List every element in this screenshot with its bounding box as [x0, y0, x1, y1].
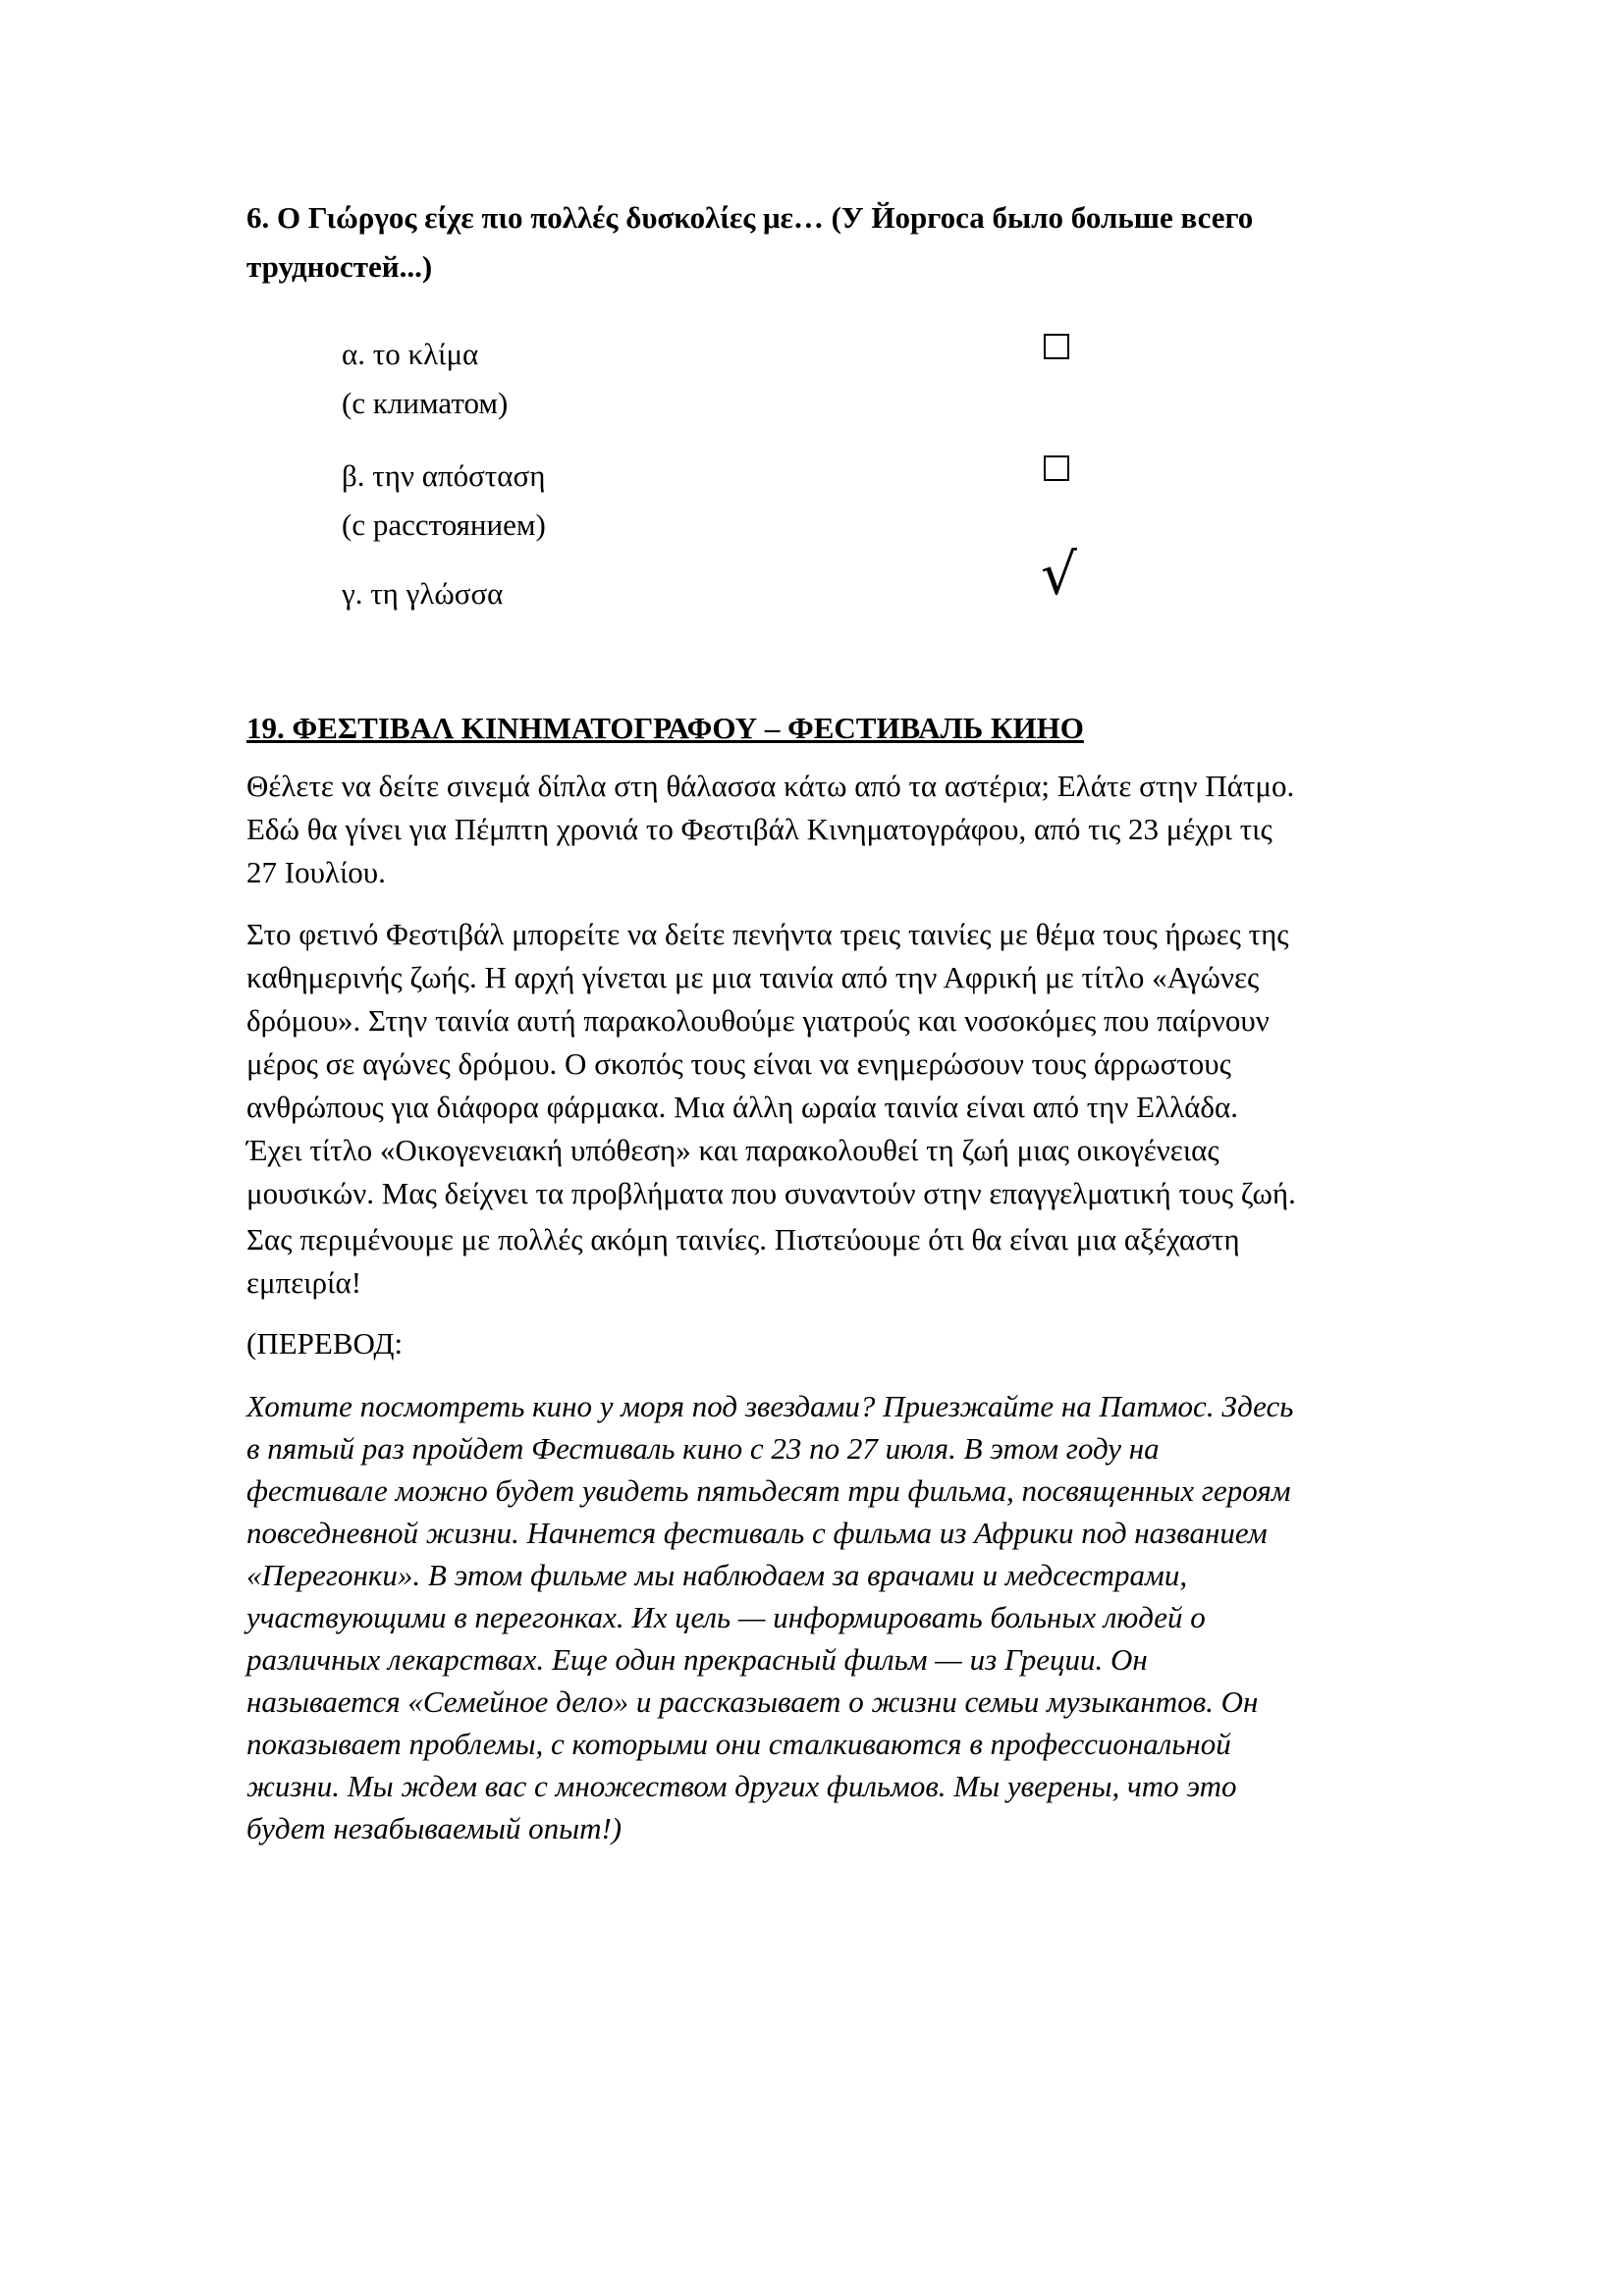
- option-b: [342, 452, 546, 550]
- option-c: [342, 569, 503, 618]
- option-b-label: β. την απόσταση: [342, 458, 546, 493]
- text-line: участвующими в перегонках. Их цель — информировать больных людей о: [246, 1600, 1206, 1634]
- text-line: повседневной жизни. Начнется фестиваль с фильма из Африки под названием: [246, 1516, 1268, 1550]
- text-line: Εδώ θα γίνει για Πέμπτη χρονιά το Φεστιβάλ Κινηματογράφου, από τις 23 μέχρι τις: [246, 812, 1272, 846]
- section-title: 19. ΦΕΣΤΙΒΑΛ ΚΙΝΗΜΑΤΟΓΡΑΦΟΥ – ФЕСТИВАЛЬ КИНО: [246, 711, 1084, 745]
- paragraph-1: [246, 765, 1400, 894]
- text-line: Έχει τίτλο «Οικογενειακή υπόθεση» και παρακολουθεί τη ζωή μιας οικογένειας: [246, 1133, 1219, 1167]
- text-line: показывает проблемы, с которыми они сталкиваются в профессиональной: [246, 1727, 1231, 1761]
- option-b-translation: (с расстоянием): [342, 507, 546, 542]
- question-title-line: 6. Ο Γιώργος είχε πιο πολλές δυσκολίες με… (У Йоргоса было больше всего: [246, 200, 1254, 235]
- text-line: жизни. Мы ждем вас с множеством других фильмов. Мы уверены, что это: [246, 1769, 1237, 1803]
- question-title: [246, 193, 1395, 292]
- text-line: называется «Семейное дело» и рассказывает о жизни семьи музыкантов. Он: [246, 1684, 1259, 1719]
- translation-text: [246, 1385, 1400, 1849]
- text-line: μουσικών. Μας δείχνει τα προβλήματα που συναντούν στην επαγγελματική τους ζωή.: [246, 1176, 1296, 1210]
- text-line: 27 Ιουλίου.: [246, 855, 386, 889]
- option-a-label: α. το κλίμα: [342, 337, 479, 371]
- option-b-checkbox[interactable]: [1044, 455, 1069, 481]
- option-a-checkbox[interactable]: [1044, 334, 1069, 359]
- paragraph-3: [246, 1218, 1400, 1305]
- text-line: в пятый раз пройдет Фестиваль кино с 23 по 27 июля. В этом году на: [246, 1431, 1160, 1466]
- question-title-line: трудностей...): [246, 249, 433, 284]
- option-c-label: γ. τη γλώσσα: [342, 576, 504, 611]
- text-line: различных лекарствах. Еще один прекрасный фильм — из Греции. Он: [246, 1642, 1148, 1677]
- text-line: фестивале можно будет увидеть пятьдесят три фильма, посвященных героям: [246, 1473, 1291, 1508]
- text-line: Σας περιμένουμε με πολλές ακόμη ταινίες. Πιστεύουμε ότι θα είναι μια αξέχαστη: [246, 1222, 1240, 1256]
- paragraph-2: [246, 913, 1400, 1215]
- text-line: μέρος σε αγώνες δρόμου. Ο σκοπός τους είναι να ενημερώσουν τους άρρωστους: [246, 1046, 1231, 1081]
- translation-label: [246, 1322, 1400, 1365]
- text-line: καθημερινής ζωής. Η αρχή γίνεται με μια ταινία από την Αφρική με τίτλο «Αγώνες: [246, 960, 1260, 994]
- text-line: εμπειρία!: [246, 1265, 362, 1300]
- text-line: «Перегонки». В этом фильме мы наблюдаем за врачами и медсестрами,: [246, 1558, 1188, 1592]
- text-line: (ПЕРЕВОД:: [246, 1326, 404, 1361]
- text-line: Στο φετινό Φεστιβάλ μπορείτε να δείτε πενήντα τρεις ταινίες με θέμα τους ήρωες της: [246, 917, 1289, 951]
- text-line: ανθρώπους για διάφορα φάρμακα. Μια άλλη ωραία ταινία είναι από την Ελλάδα.: [246, 1090, 1238, 1124]
- text-line: Хотите посмотреть кино у моря под звездами? Приезжайте на Патмос. Здесь: [246, 1389, 1294, 1423]
- option-a-translation: (с климатом): [342, 386, 509, 420]
- text-line: δρόμου». Στην ταινία αυτή παρακολουθούμε γιατρούς και νοσοκόμες που παίρνουν: [246, 1003, 1270, 1038]
- text-line: будет незабываемый опыт!): [246, 1811, 623, 1845]
- option-a: [342, 330, 508, 428]
- checkmark-icon[interactable]: √: [1041, 541, 1077, 608]
- text-line: Θέλετε να δείτε σινεμά δίπλα στη θάλασσα κάτω από τα αστέρια; Ελάτε στην Πάτμο.: [246, 769, 1295, 803]
